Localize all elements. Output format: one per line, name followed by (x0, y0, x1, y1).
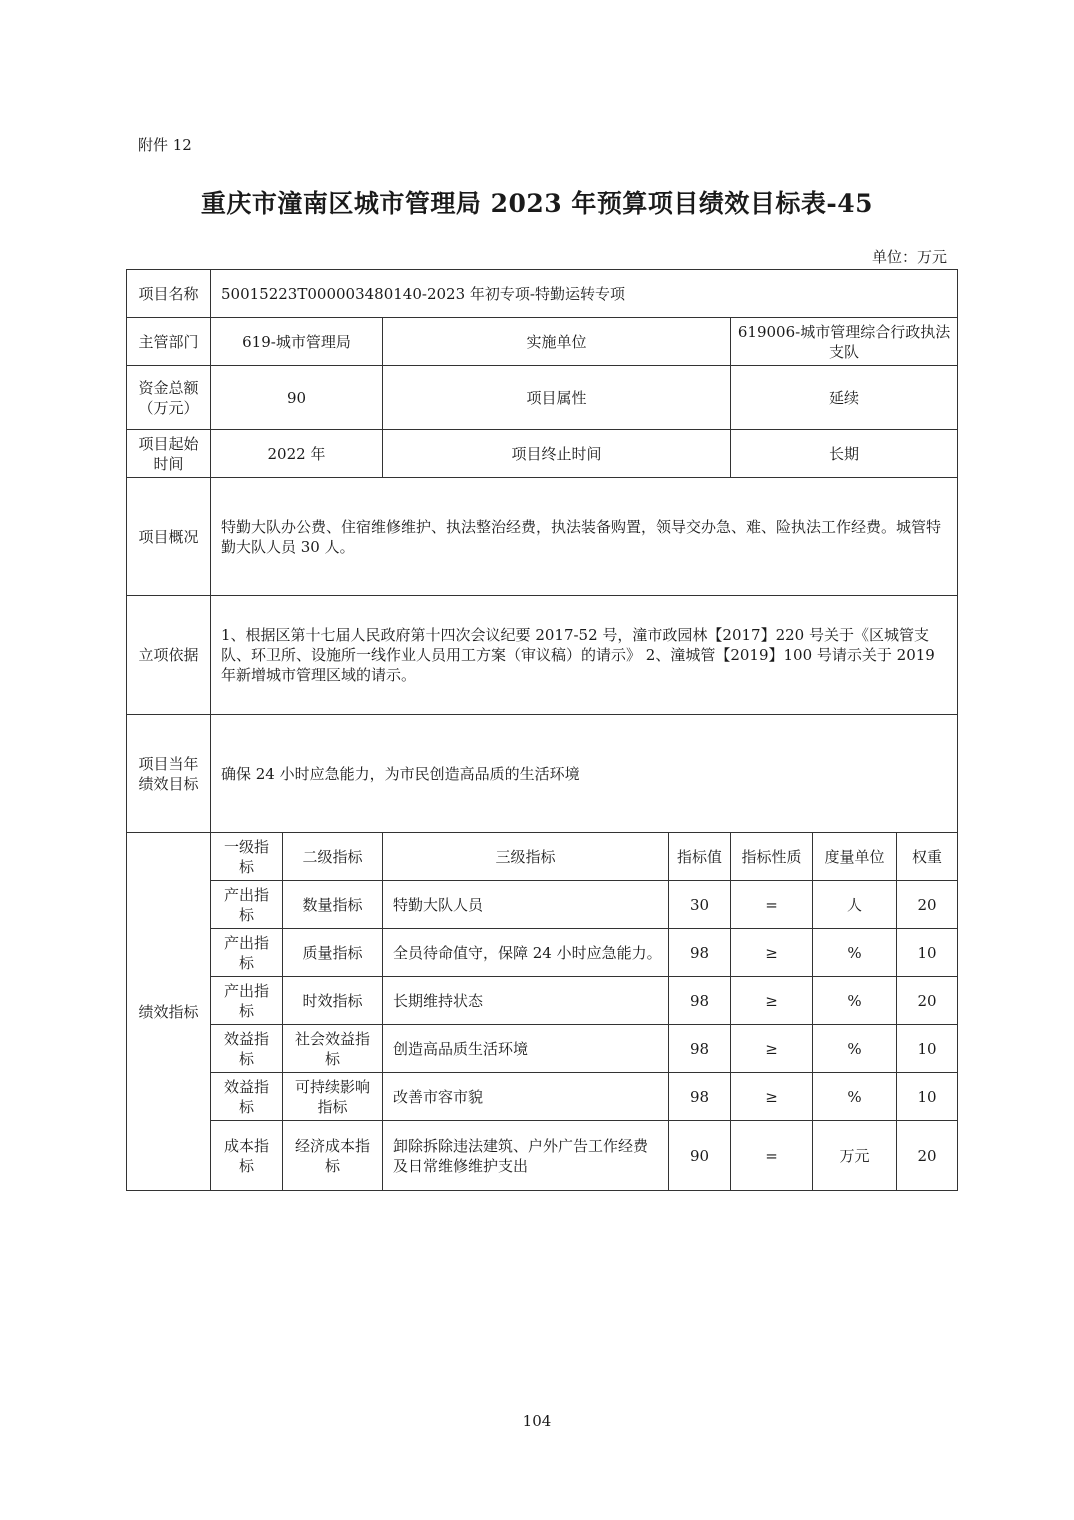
header-nature: 指标性质 (731, 833, 813, 881)
attr-value: 延续 (731, 366, 958, 430)
value-cell: 98 (669, 977, 731, 1025)
nature-cell: ≥ (731, 929, 813, 977)
start-label: 项目起始时间 (127, 430, 211, 478)
page-title: 重庆市潼南区城市管理局 2023 年预算项目绩效目标表-45 (200, 189, 874, 218)
level2-cell: 数量指标 (283, 881, 383, 929)
weight-cell: 10 (897, 1073, 958, 1121)
attachment-label: 附件 12 (138, 136, 192, 154)
impl-unit-value: 619006-城市管理综合行政执法支队 (731, 318, 958, 366)
nature-cell: ≥ (731, 1025, 813, 1073)
unit-cell: 人 (813, 881, 897, 929)
level1-cell: 产出指标 (211, 881, 283, 929)
weight-cell: 10 (897, 1025, 958, 1073)
level3-cell: 改善市容市貌 (383, 1073, 669, 1121)
level2-cell: 质量指标 (283, 929, 383, 977)
overview-value: 特勤大队办公费、住宿维修维护、执法整治经费，执法装备购置，领导交办急、难、险执法工作经费。城管特勤大队人员 30 人。 (211, 478, 958, 596)
level3-cell: 卸除拆除违法建筑、户外广告工作经费及日常维修维护支出 (383, 1121, 669, 1191)
level2-cell: 可持续影响指标 (283, 1073, 383, 1121)
table-row (127, 1073, 958, 1121)
level1-cell: 成本指标 (211, 1121, 283, 1191)
table-row (127, 977, 958, 1025)
level3-cell: 特勤大队人员 (383, 881, 669, 929)
weight-cell: 20 (897, 881, 958, 929)
unit-cell: 万元 (813, 1121, 897, 1191)
nature-cell: ≥ (731, 1073, 813, 1121)
level3-cell: 全员待命值守，保障 24 小时应急能力。 (383, 929, 669, 977)
header-level3: 三级指标 (383, 833, 669, 881)
dept-value: 619-城市管理局 (211, 318, 383, 366)
unit-cell: % (813, 1025, 897, 1073)
table-row (127, 1025, 958, 1073)
header-unit: 度量单位 (813, 833, 897, 881)
level2-cell: 社会效益指标 (283, 1025, 383, 1073)
level1-cell: 效益指标 (211, 1073, 283, 1121)
unit-label: 单位：万元 (871, 248, 947, 266)
dept-label: 主管部门 (127, 318, 211, 366)
weight-cell: 10 (897, 929, 958, 977)
table-row (127, 881, 958, 929)
start-value: 2022 年 (211, 430, 383, 478)
project-name-value: 50015223T000003480140-2023 年初专项-特勤运转专项 (211, 270, 958, 318)
value-cell: 90 (669, 1121, 731, 1191)
level1-cell: 产出指标 (211, 929, 283, 977)
value-cell: 98 (669, 1073, 731, 1121)
end-label: 项目终止时间 (383, 430, 731, 478)
goal-label: 项目当年绩效目标 (127, 715, 211, 833)
level3-cell: 长期维持状态 (383, 977, 669, 1025)
value-cell: 98 (669, 1025, 731, 1073)
table-row (127, 1121, 958, 1191)
fund-value: 90 (211, 366, 383, 430)
impl-unit-label: 实施单位 (383, 318, 731, 366)
unit-cell: % (813, 977, 897, 1025)
basis-label: 立项依据 (127, 596, 211, 715)
overview-label: 项目概况 (127, 478, 211, 596)
level2-cell: 时效指标 (283, 977, 383, 1025)
nature-cell: ≥ (731, 977, 813, 1025)
header-level1: 一级指标 (211, 833, 283, 881)
end-value: 长期 (731, 430, 958, 478)
header-weight: 权重 (897, 833, 958, 881)
value-cell: 98 (669, 929, 731, 977)
level2-cell: 经济成本指标 (283, 1121, 383, 1191)
unit-cell: % (813, 929, 897, 977)
goal-value: 确保 24 小时应急能力，为市民创造高品质的生活环境 (211, 715, 958, 833)
project-name-label: 项目名称 (127, 270, 211, 318)
performance-target-table (126, 269, 958, 1191)
unit-cell: % (813, 1073, 897, 1121)
nature-cell: = (731, 881, 813, 929)
fund-label: 资金总额（万元） (127, 366, 211, 430)
attr-label: 项目属性 (383, 366, 731, 430)
perf-label: 绩效指标 (127, 833, 211, 1191)
header-value: 指标值 (669, 833, 731, 881)
weight-cell: 20 (897, 977, 958, 1025)
value-cell: 30 (669, 881, 731, 929)
nature-cell: = (731, 1121, 813, 1191)
page-number: 104 (522, 1412, 552, 1430)
basis-value: 1、根据区第十七届人民政府第十四次会议纪要 2017-52 号，潼市政园林【2017】220 号关于《区城管支队、环卫所、设施所一线作业人员用工方案（审议稿）的请示》 2、潼城管【2019】100 号请示关于 2019 年新增城市管理区域的请示。 (211, 596, 958, 715)
level1-cell: 效益指标 (211, 1025, 283, 1073)
level3-cell: 创造高品质生活环境 (383, 1025, 669, 1073)
level1-cell: 产出指标 (211, 977, 283, 1025)
table-row (127, 929, 958, 977)
header-level2: 二级指标 (283, 833, 383, 881)
weight-cell: 20 (897, 1121, 958, 1191)
